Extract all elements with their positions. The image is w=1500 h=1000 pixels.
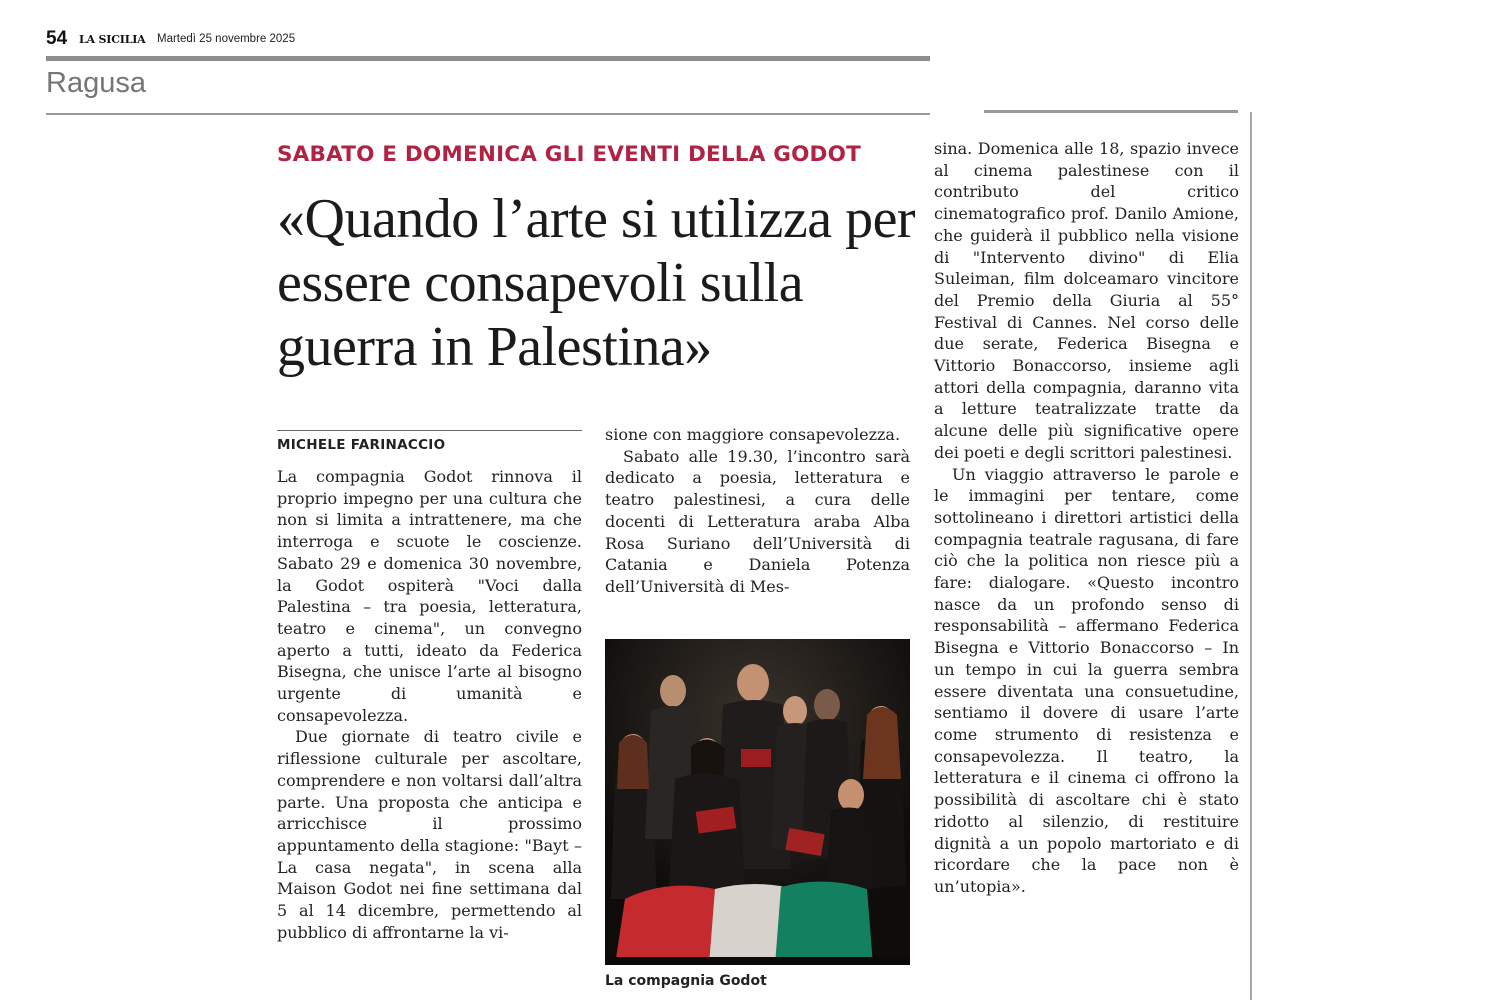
- byline-rule: [277, 430, 582, 431]
- paragraph: sione con maggiore consapevolezza.: [605, 425, 901, 444]
- article-column-3: [934, 138, 1239, 898]
- right-column-rule: [984, 110, 1238, 113]
- section-rule: [46, 113, 930, 115]
- article-headline: «Quando l’arte si utilizza per essere consapevoli sulla guerra in Palestina»: [277, 188, 916, 378]
- article-byline: MICHELE FARINACCIO: [277, 437, 446, 453]
- section-title: Ragusa: [46, 67, 146, 99]
- issue-date: Martedì 25 novembre 2025: [157, 33, 296, 45]
- header-rule: [46, 56, 930, 61]
- masthead-logo: LA SICILIA: [79, 33, 146, 46]
- article-kicker: SABATO E DOMENICA GLI EVENTI DELLA GODOT: [277, 142, 861, 167]
- paragraph: Due giornate di teatro civile e riflessione culturale per ascoltare, comprendere e non voltarsi dall’altra parte. Una proposta che anticipa e arricchisce il prossimo appuntamento della stagione: "Bayt – La casa negata", in scena alla Maison Godot nei fine settimana dal 5 al 14 dicembre, permettendo al pubblico di affrontarne la vi-: [277, 727, 582, 942]
- vertical-divider: [1250, 112, 1252, 1000]
- paragraph: Sabato alle 19.30, l’incontro sarà dedicato a poesia, letteratura e teatro palestinesi, a cura delle docenti di Letteratura araba Alba Rosa Suriano dell’Università di Catania e Daniela Potenza dell’Università di Mes-: [605, 446, 910, 596]
- paragraph: sina. Domenica alle 18, spazio invece al cinema palestinese con il contributo del critico cinematografico prof. Danilo Amione, che guiderà il pubblico nella visione di "Intervento divino" di Elia Suleiman, film dolceamaro vincitore del Premio della Giuria al 55° Festival di Cannes. Nel corso delle due serate, Federica Bisegna e Vittorio Bonaccorso, insieme agli attori della compagnia, daranno vita a letture teatralizzate tratte da alcune delle più significative opere dei poeti e degli scrittori palestinesi.: [934, 139, 1239, 462]
- article-column-2: [605, 424, 910, 598]
- paragraph: Un viaggio attraverso le parole e le immagini per tentare, come sottolineano i direttori artistici della compagnia teatrale ragusana, di fare ciò che la politica non riesce più a fare: dialogare. «Questo incontro nasce da un profondo senso di responsabilità – affermano Federica Bisegna e Vittorio Bonaccorso – In un tempo in cui la guerra sembra essere diventata una consuetudine, sentiamo il dovere di usare l’arte come strumento di resistenza e consapevolezza. Il teatro, la letteratura e il cinema ci offrono la possibilità di ascoltare chi è stato ridotto al silenzio, di restituire dignità a un popolo martoriato e di ricordare che la pace non è un’utopia».: [934, 464, 1239, 896]
- theatre-company-photo: [605, 639, 910, 965]
- page-number: 54: [46, 28, 68, 49]
- article-photo: [605, 639, 910, 965]
- photo-caption: La compagnia Godot: [605, 973, 767, 989]
- paragraph: La compagnia Godot rinnova il proprio impegno per una cultura che non si limita a intrattenere, ma che interroga e scuote le coscienze. Sabato 29 e domenica 30 novembre, la Godot ospiterà "Voci dalla Palestina – tra poesia, letteratura, teatro e cinema", un convegno aperto a tutti, ideato da Federica Bisegna, che unisce l’arte al bisogno urgente di umanità e consapevolezza.: [277, 467, 582, 725]
- page-header: [46, 28, 930, 52]
- article-column-1: [277, 466, 582, 943]
